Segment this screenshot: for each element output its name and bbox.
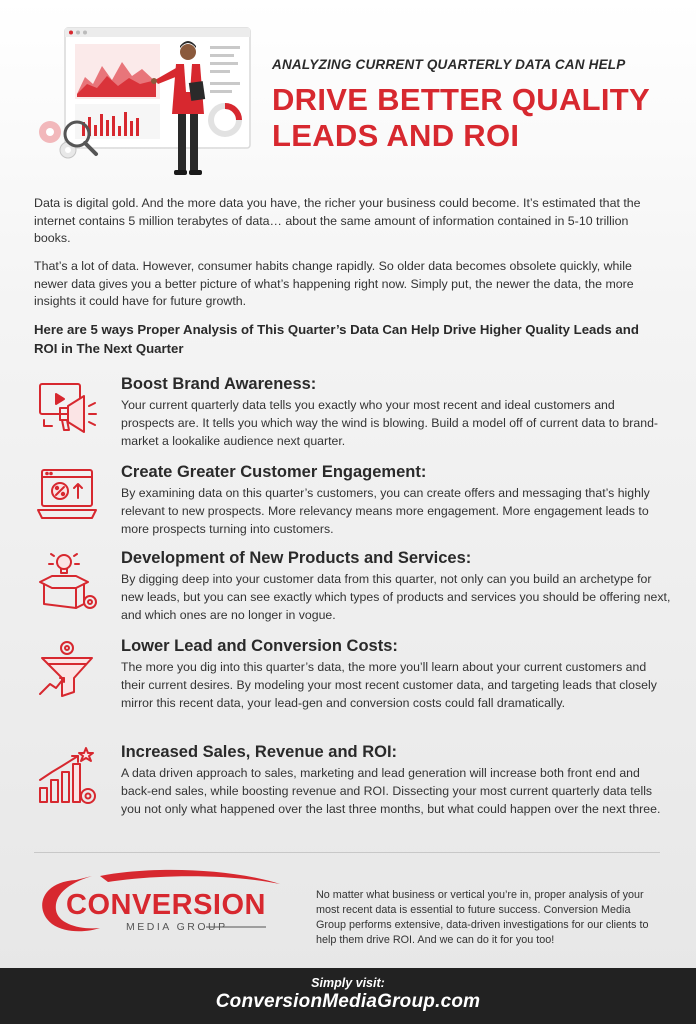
intro-paragraph-1: Data is digital gold. And the more data you have, the richer your business could become. It’s estimated that the internet contains 5 million terabytes of data… about the same amount of information contained in 5-10 trillion books. bbox=[34, 196, 641, 245]
growth-chart-icon bbox=[34, 744, 100, 810]
page-title bbox=[272, 82, 682, 154]
item-body: The more you dig into this quarter’s data, the more you’ll learn about your current customers and their current desires. By modeling your most recent customer data, and targeting leads that closely mirror this recent data, your lead-gen and conversion costs could fall dramatically. bbox=[121, 660, 657, 710]
item-title: Development of New Products and Services: bbox=[121, 549, 472, 567]
presenter-dashboard-illustration bbox=[30, 22, 260, 187]
product-box-lightbulb-icon bbox=[34, 550, 100, 616]
website-link[interactable]: ConversionMediaGroup.com bbox=[215, 991, 481, 1012]
headline-kicker: ANALYZING CURRENT QUARTERLY DATA CAN HELP bbox=[272, 57, 626, 72]
item-title: Increased Sales, Revenue and ROI: bbox=[121, 743, 398, 761]
conversion-media-group-logo[interactable] bbox=[30, 866, 292, 946]
section-subheading: Here are 5 ways Proper Analysis of This Quarter’s Data Can Help Drive Higher Quality Leads and ROI in The Next Quarter bbox=[34, 322, 639, 356]
list-item-new-products bbox=[34, 548, 674, 638]
footer-cta-bar bbox=[0, 968, 696, 1024]
megaphone-icon bbox=[34, 376, 100, 442]
page-title-line-2: LEADS AND ROI bbox=[272, 118, 520, 153]
visit-label: Simply visit: bbox=[311, 976, 385, 990]
list-item-brand-awareness bbox=[34, 374, 674, 464]
item-title: Lower Lead and Conversion Costs: bbox=[121, 637, 398, 655]
svg-text:CONVERSION: CONVERSION bbox=[66, 889, 266, 921]
item-title: Create Greater Customer Engagement: bbox=[121, 463, 427, 481]
list-item-increased-sales bbox=[34, 742, 674, 832]
section-divider bbox=[34, 852, 660, 853]
list-item-lower-costs bbox=[34, 636, 674, 726]
intro-paragraph-2: That’s a lot of data. However, consumer habits change rapidly. So older data becomes obsolete quickly, while newer data gives you a better picture of what’s happening right now. Simply put, the newer the data, the more insights it could have for future growth. bbox=[34, 259, 634, 308]
item-title: Boost Brand Awareness: bbox=[121, 375, 317, 393]
item-body: A data driven approach to sales, marketing and lead generation will increase both front end and back-end sales, while boosting revenue and ROI. Dissecting your most current quarterly data tells you not only what happened over the last three months, but what could happen over the next three. bbox=[121, 766, 661, 816]
item-body: Your current quarterly data tells you exactly who your most recent and ideal customers and prospects are. It tells you which way the wind is blowing. Build a model off of current data to brand-market a lookalike audience next quarter. bbox=[121, 398, 659, 448]
list-item-customer-engagement bbox=[34, 462, 674, 552]
funnel-gear-icon bbox=[34, 638, 100, 704]
svg-text:MEDIA GROUP: MEDIA GROUP bbox=[126, 921, 228, 933]
item-body: By examining data on this quarter’s customers, you can create offers and messaging that’s highly relevant to new prospects. More relevancy means more engagement. More engagement leads to more prospects turning into customers. bbox=[121, 486, 650, 536]
hero-illustration bbox=[30, 22, 260, 187]
footer-paragraph: No matter what business or vertical you’re in, proper analysis of your most recent data is essential to future success. Conversion Media Group performs extensive, data-driven investigations for our clients to help them drive ROI. And we can do it for you too! bbox=[316, 889, 649, 946]
page-title-line-1: DRIVE BETTER QUALITY bbox=[272, 82, 651, 117]
discount-laptop-icon bbox=[34, 464, 100, 530]
item-body: By digging deep into your customer data from this quarter, not only can you build an archetype for new leads, but you can see exactly which types of products and services you should be offering next, and which ones are no longer in vogue. bbox=[121, 572, 671, 622]
